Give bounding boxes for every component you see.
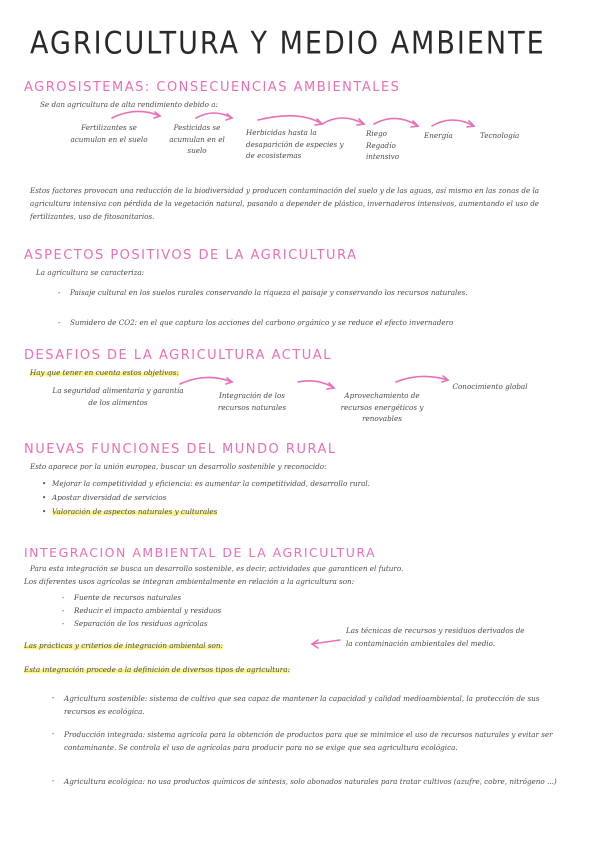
bullet-icon: - <box>58 288 61 297</box>
heading-integracion-ambiental: INTEGRACION AMBIENTAL DE LA AGRICULTURA <box>24 545 377 560</box>
s1-paragraph: Estos factores provocan una reducción de la biodiversidad y producen contaminación del suelo y de las aguas, así mismo en las zonas de la agricultura intensiva con pérdida de la vegetación natural, pasando a depender de plástico, invernaderos intensivos, aumentando el uso de fertilizantes, uso de fitosanitarios. <box>30 186 540 221</box>
s1-flow-2: Herbicidas hasta la desaparición de especies y de ecosistemas <box>246 128 344 160</box>
bullet-icon: - <box>58 318 61 327</box>
s1-flow-0: Fertilizantes se acumulan en el suelo <box>70 123 148 144</box>
bullet-icon: - <box>52 776 55 785</box>
bullet-icon: • <box>42 507 47 516</box>
s5-bullet-2: Producción integrada: sistema agrícola para la obtención de productos para que se minimice el uso de recursos naturales y evitar ser contaminante. Se controla el uso de agrícolas para producir para no se exige que sea agricultura ecológica. <box>64 730 553 752</box>
bullet-icon: - <box>52 693 55 702</box>
s3-flow-1: Integración de los recursos naturales <box>217 391 287 412</box>
s4-bullet-3: Valoración de aspectos naturales y culturales <box>52 507 218 516</box>
s5-bullet-3: Agricultura ecológica: no usa productos químicos de síntesis, solo abonados naturales para tratar cultivos (azufre, cobre, nitrógeno ...) <box>64 777 557 786</box>
bullet-icon: - <box>62 593 65 602</box>
s1-flow-1: Pesticidas se acumulan en el suelo <box>169 123 225 155</box>
s5-intro-1: Para esta integración se busca un desarrollo sostenible, es decir, actividades que garanticen el futuro. <box>30 564 404 573</box>
heading-agrosistemas: AGROSISTEMAS: CONSECUENCIAS AMBIENTALES <box>24 80 401 95</box>
heading-desafios: DESAFIOS DE LA AGRICULTURA ACTUAL <box>24 348 332 363</box>
s3-flow-0: La seguridad alimentaria y garantía de los alimentos <box>52 386 184 407</box>
s5-list-2: Separación de los residuos agrícolas <box>74 619 208 628</box>
heading-nuevas-funciones: NUEVAS FUNCIONES DEL MUNDO RURAL <box>24 442 337 457</box>
s5-list-0: Fuente de recursos naturales <box>74 593 182 602</box>
bullet-icon: - <box>62 619 65 628</box>
s2-bullet-1: Paisaje cultural en los suelos rurales conservando la riqueza el paisaje y conservando los recursos naturales. <box>70 288 468 297</box>
bullet-icon: • <box>42 479 47 488</box>
s5-list-1: Reducir el impacto ambiental y residuos <box>74 606 222 615</box>
s5-left: Las prácticas y criterios de integración ambiental son: <box>24 641 223 650</box>
s3-intro: Hay que tener en cuenta estos objetivos: <box>30 368 179 377</box>
s5-intro-3: Esta integración procede a la definición de diversos tipos de agricultura: <box>24 665 290 674</box>
s5-intro-2: Los diferentes usos agrícolas se integran ambientalmente en relación a la agricultura son: <box>24 577 355 586</box>
s5-bullet-1: Agricultura sostenible: sistema de cultivo que sea capaz de mantener la capacidad y calidad medioambiental, la protección de sus recursos es ecológica. <box>64 694 540 716</box>
bullet-icon: - <box>62 606 65 615</box>
s2-intro: La agricultura se caracteriza: <box>36 268 145 277</box>
s2-bullet-2: Sumidero de CO2: en el que captura los acciones del carbono orgánico y se reduce el efecto invernadero <box>70 318 454 327</box>
s4-bullet-1: Mejorar la competitividad y eficiencia: es aumentar la competitividad, desarrollo rural. <box>52 479 370 488</box>
bullet-icon: - <box>52 729 55 738</box>
s5-right: Las técnicas de recursos y residuos derivados de la contaminación ambientales del medio. <box>346 626 525 648</box>
s1-flow-5: Tecnología <box>480 131 520 140</box>
s1-intro: Se dan agricultura de alta rendimiento debido a: <box>40 100 218 109</box>
s3-flow-2: Aprovechamiento de recursos energéticos y renovables <box>340 391 424 423</box>
bullet-icon: • <box>42 493 47 502</box>
s1-flow-4: Energía <box>424 131 453 140</box>
page-title: AGRICULTURA Y MEDIO AMBIENTE <box>30 26 546 62</box>
s1-flow-3: Riego Regadío intensivo <box>366 129 400 161</box>
s3-flow-3: Conocimiento global <box>452 382 528 391</box>
heading-aspectos-positivos: ASPECTOS POSITIVOS DE LA AGRICULTURA <box>24 248 358 263</box>
s4-intro: Esto aparece por la unión europea, buscar un desarrollo sostenible y reconocido: <box>30 462 327 471</box>
s4-bullet-2: Apostar diversidad de servicios <box>52 493 167 502</box>
